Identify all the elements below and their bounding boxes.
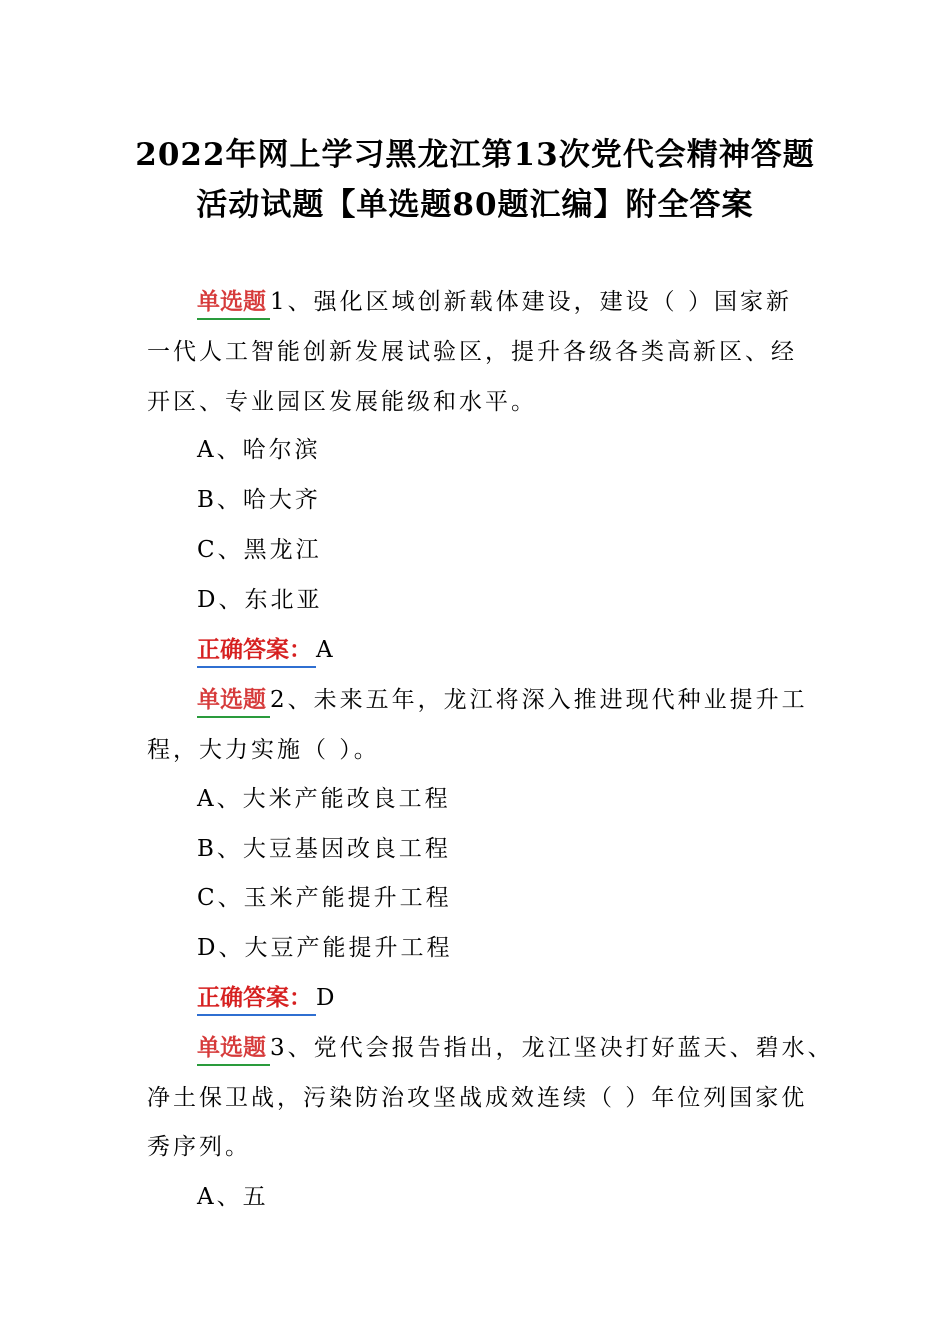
document-title-line-2: 活动试题【单选题80题汇编】附全答案	[196, 187, 754, 223]
question-1-option-a: A、哈尔滨	[197, 437, 321, 463]
question-2-stem-line-2: 程，大力实施（ ）。	[147, 737, 380, 763]
question-3-option-a: A、五	[197, 1184, 269, 1210]
question-2-option-d: D、大豆产能提升工程	[197, 935, 453, 961]
question-1-option-c: C、黑龙江	[197, 537, 322, 563]
answer-tag: 正确答案：	[197, 634, 316, 668]
question-3-stem-line-2: 净土保卫战，污染防治攻坚战成效连续（ ）年位列国家优	[147, 1085, 808, 1111]
question-tag: 单选题	[197, 286, 270, 320]
question-tag: 单选题	[197, 1032, 270, 1066]
question-2-answer: 正确答案： D	[197, 982, 337, 1016]
question-2-option-a: A、大米产能改良工程	[197, 786, 451, 812]
document-title-line-1: 2022年网上学习黑龙江第13次党代会精神答题	[135, 137, 815, 173]
answer-tag: 正确答案：	[197, 982, 316, 1016]
question-tag: 单选题	[197, 684, 270, 718]
question-1-stem-line-3: 开区、专业园区发展能级和水平。	[147, 389, 537, 415]
question-1-answer: 正确答案： A	[197, 634, 336, 668]
question-2-option-b: B、大豆基因改良工程	[197, 836, 451, 862]
question-2-stem-line-1: 单选题 2、未来五年，龙江将深入推进现代种业提升工	[197, 684, 808, 718]
question-2-option-c: C、玉米产能提升工程	[197, 885, 452, 911]
question-3-stem-line-3: 秀序列。	[147, 1134, 251, 1160]
question-1-option-d: D、东北亚	[197, 587, 323, 613]
question-3-stem-line-1: 单选题 3、党代会报告指出，龙江坚决打好蓝天、碧水、	[197, 1032, 834, 1066]
question-1-stem-line-1: 单选题 1、强化区域创新载体建设，建设（ ）国家新	[197, 286, 792, 320]
question-1-stem-line-2: 一代人工智能创新发展试验区，提升各级各类高新区、经	[147, 339, 797, 365]
question-1-option-b: B、哈大齐	[197, 487, 321, 513]
